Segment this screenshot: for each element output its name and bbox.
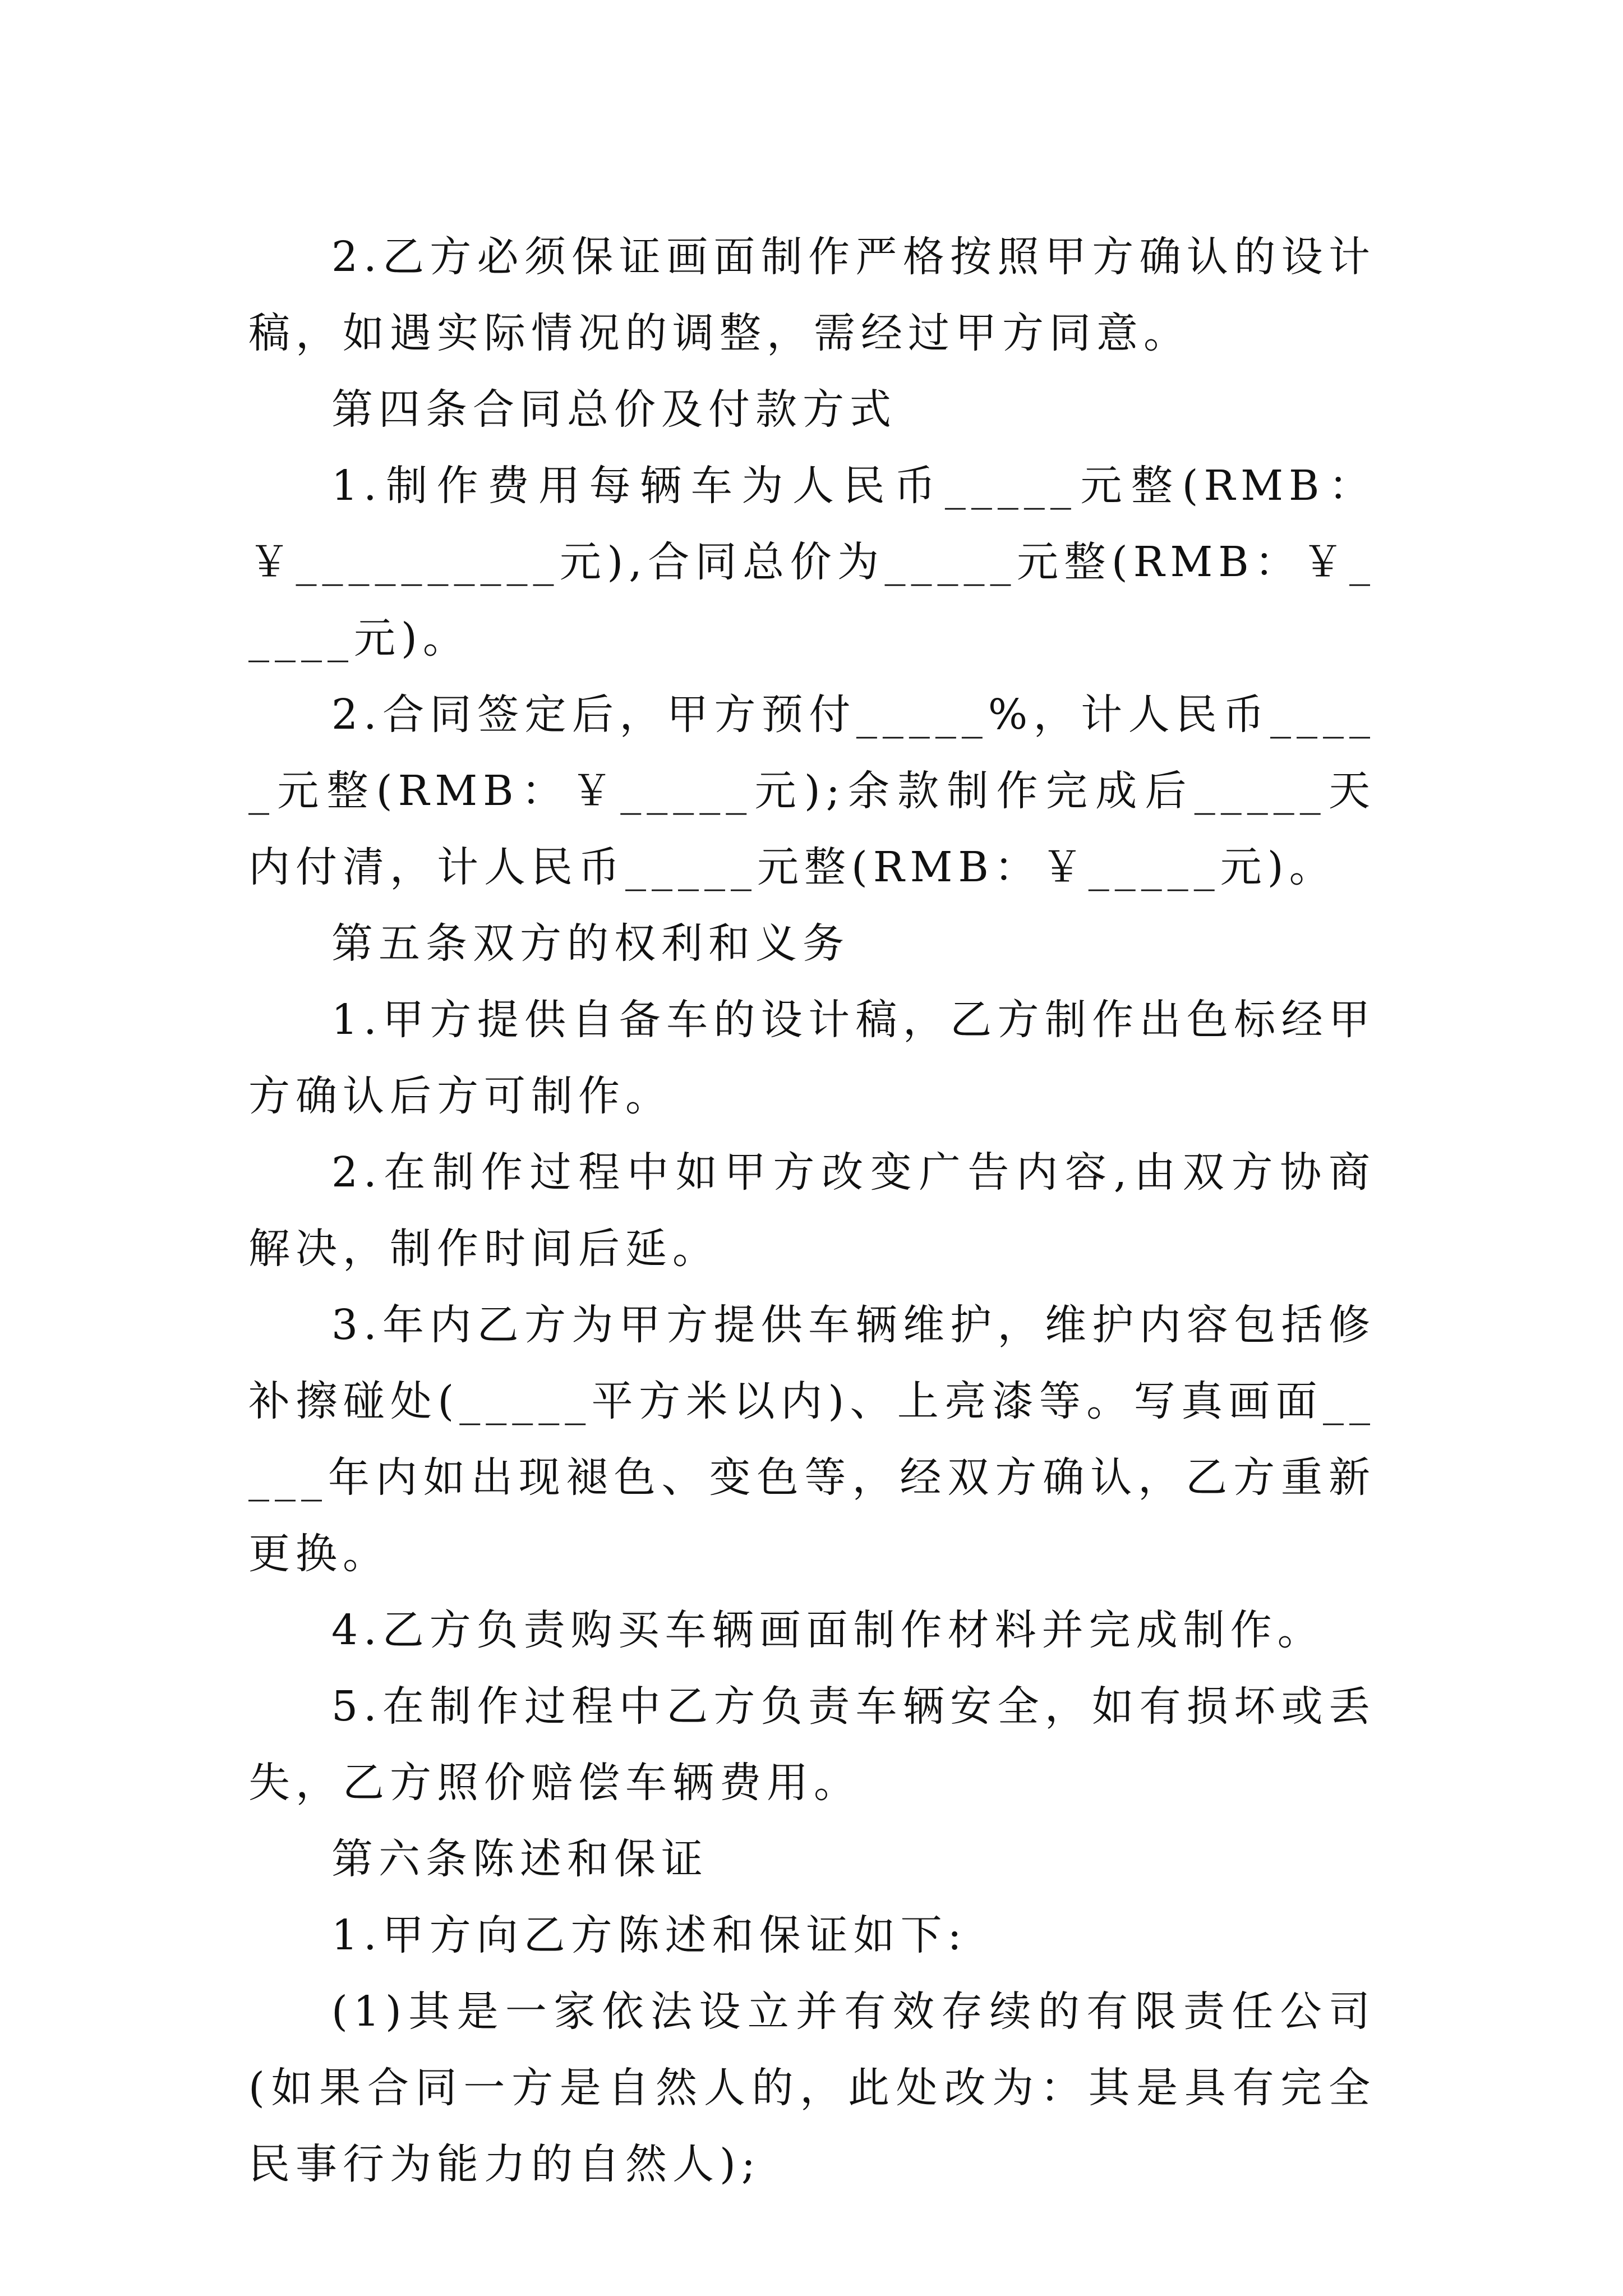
paragraph-clause-4-2: 2.合同签定后，甲方预付_____%，计人民币_____元整(RMB：￥_____元);余款制作完成后_____天内付清，计人民币_____元整(RMB：￥_____元)。	[248, 691, 1376, 891]
paragraph-clause-5-2: 2.在制作过程中如甲方改变广告内容,由双方协商解决，制作时间后延。	[248, 1148, 1376, 1273]
paragraph-clause-5-5: 5.在制作过程中乙方负责车辆安全，如有损坏或丢失，乙方照价赔偿车辆费用。	[248, 1682, 1376, 1807]
paragraph-clause-5-4: 4.乙方负责购买车辆画面制作材料并完成制作。	[331, 1606, 1325, 1654]
paragraph-clause-6-1: 1.甲方向乙方陈述和保证如下:	[331, 1911, 967, 1959]
heading-article-4: 第四条合同总价及付款方式	[331, 385, 897, 434]
paragraph-clause-6-1-1: (1)其是一家依法设立并有效存续的有限责任公司(如果合同一方是自然人的，此处改为：其是具有完全民事行为能力的自然人);	[248, 1987, 1376, 2188]
heading-article-5: 第五条双方的权利和义务	[331, 919, 850, 968]
paragraph-clause-5-3: 3.年内乙方为甲方提供车辆维护，维护内容包括修补擦碰处(_____平方米以内)、上亮漆等。写真画面_____年内如出现褪色、变色等，经双方确认，乙方重新更换。	[248, 1301, 1376, 1578]
heading-article-6: 第六条陈述和保证	[331, 1835, 708, 1883]
paragraph-clause-4-1: 1.制作费用每辆车为人民币_____元整(RMB：￥__________元),合同总价为_____元整(RMB：￥_____元)。	[248, 462, 1376, 662]
paragraph-clause-5-1: 1.甲方提供自备车的设计稿，乙方制作出色标经甲方确认后方可制作。	[248, 996, 1376, 1120]
document-body	[248, 219, 1376, 2202]
paragraph-clause-3-2: 2.乙方必须保证画面制作严格按照甲方确认的设计稿，如遇实际情况的调整，需经过甲方同意。	[248, 233, 1376, 357]
